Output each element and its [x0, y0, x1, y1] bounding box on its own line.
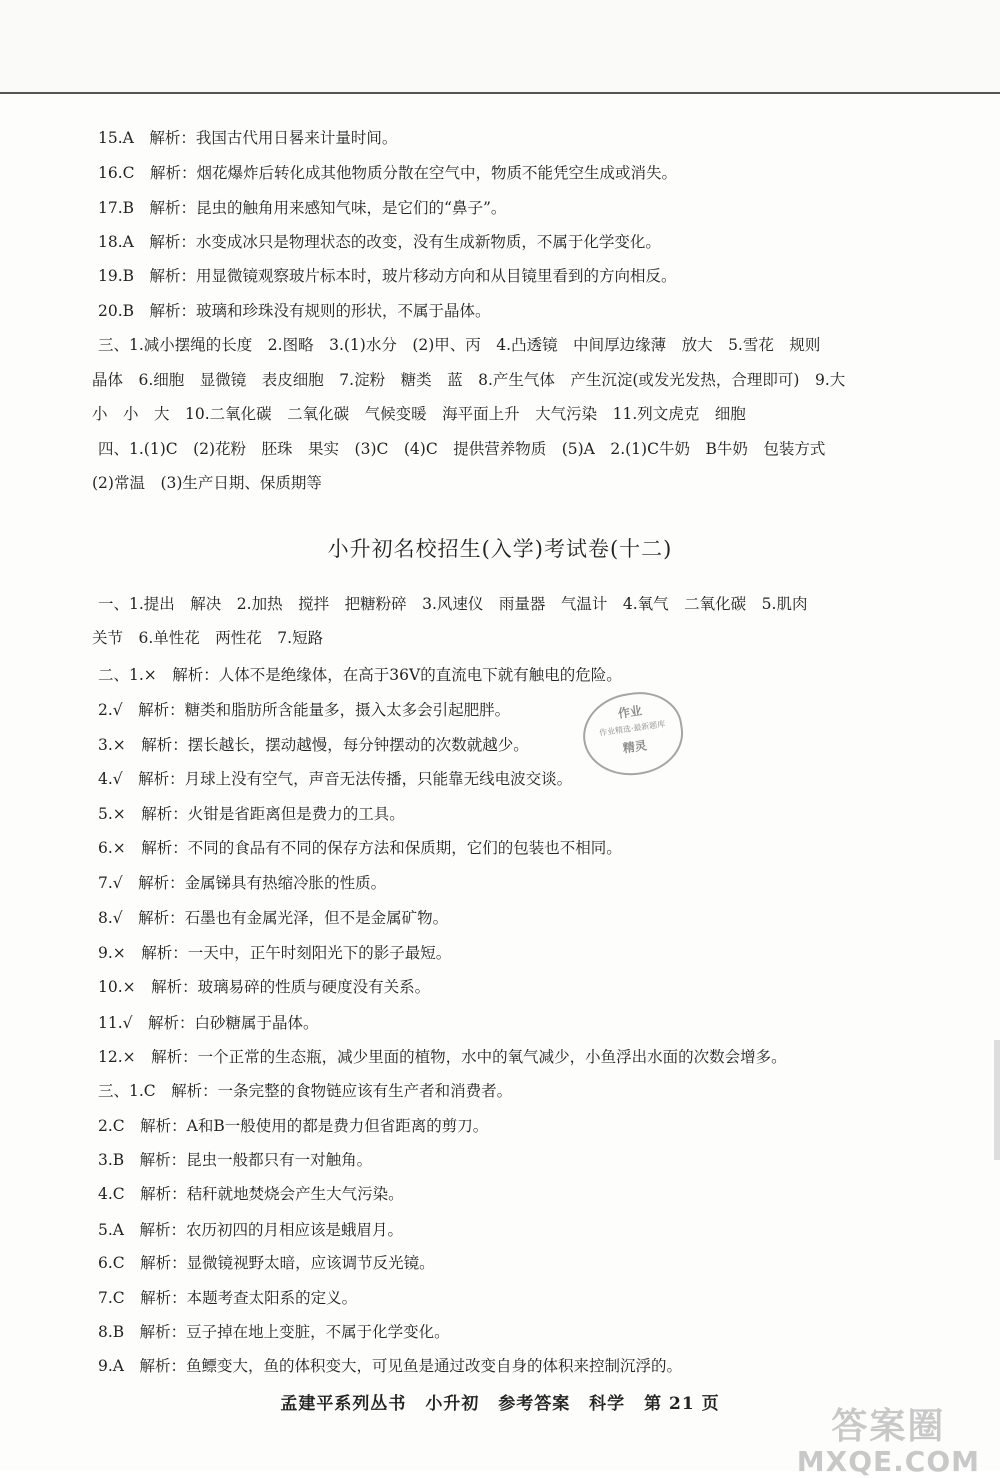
answer-line: 15.A 解析：我国古代用日晷来计量时间。: [98, 129, 398, 147]
footer-answers: 参考答案: [498, 1394, 571, 1414]
answer-line: 三、1.C 解析：一条完整的食物链应该有生产者和消费者。: [98, 1082, 513, 1100]
answer-line: 18.A 解析：水变成冰只是物理状态的改变，没有生成新物质，不属于化学变化。: [98, 233, 661, 251]
stamp-text-1: 作业: [617, 703, 643, 721]
answer-line: 3.× 解析：摆长越长，摆动越慢，每分钟摆动的次数就越少。: [98, 736, 529, 754]
header-band: [0, 0, 1000, 94]
answer-line: 7.C 解析：本题考查太阳系的定义。: [98, 1289, 358, 1307]
answer-line: 6.× 解析：不同的食品有不同的保存方法和保质期，它们的包装也不相同。: [98, 839, 622, 857]
answer-line: 6.C 解析：显微镜视野太暗，应该调节反光镜。: [98, 1254, 435, 1272]
watermark-url: MXQE.COM: [796, 1445, 980, 1478]
answer-line: 10.× 解析：玻璃易碎的性质与硬度没有关系。: [98, 978, 431, 996]
answer-line: 11.√ 解析：白砂糖属于晶体。: [98, 1014, 319, 1032]
answer-line: 三、1.减小摆绳的长度 2.图略 3.(1)水分 (2)甲、丙 4.凸透镜 中间厚边缘薄 放大 5.雪花 规则: [98, 336, 821, 354]
answer-line: 12.× 解析：一个正常的生态瓶，减少里面的植物，水中的氧气减少，小鱼浮出水面的次数会增多。: [98, 1048, 787, 1066]
answer-line: 8.√ 解析：石墨也有金属光泽，但不是金属矿物。: [98, 909, 449, 927]
answer-line: 小 小 大 10.二氧化碳 二氧化碳 气候变暖 海平面上升 大气污染 11.列文虎克 细胞: [92, 405, 746, 423]
answer-line: 四、1.(1)C (2)花粉 胚珠 果实 (3)C (4)C 提供营养物质 (5)A 2.(1)C牛奶 B牛奶 包装方式: [98, 440, 826, 458]
answer-line: 4.C 解析：秸秆就地焚烧会产生大气污染。: [98, 1185, 404, 1203]
footer-level: 小升初: [425, 1394, 480, 1414]
answer-line: 2.√ 解析：糖类和脂肪所含能量多，摄入太多会引起肥胖。: [98, 701, 511, 719]
answer-line: 二、1.× 解析：人体不是绝缘体，在高于36V的直流电下就有触电的危险。: [98, 666, 622, 684]
answer-line: 5.× 解析：火钳是省距离但是费力的工具。: [98, 805, 405, 823]
footer-series: 孟建平系列丛书: [280, 1394, 407, 1414]
answer-line: (2)常温 (3)生产日期、保质期等: [92, 474, 322, 492]
answer-line: 4.√ 解析：月球上没有空气，声音无法传播，只能靠无线电波交谈。: [98, 770, 573, 788]
answer-line: 3.B 解析：昆虫一般都只有一对触角。: [98, 1151, 373, 1169]
answer-line: 16.C 解析：烟花爆炸后转化成其他物质分散在空气中，物质不能凭空生成或消失。: [98, 164, 678, 182]
stamp-text-3: 精灵: [621, 738, 648, 756]
answer-line: 2.C 解析：A和B一般使用的都是费力但省距离的剪刀。: [98, 1117, 489, 1135]
homework-stamp: [578, 686, 688, 781]
stamp-text-2: 作业精选·最新题库: [598, 719, 666, 738]
answer-line: 17.B 解析：昆虫的触角用来感知气味，是它们的“鼻子”。: [98, 199, 507, 217]
footer-subject: 科学: [589, 1394, 626, 1414]
answer-line: 20.B 解析：玻璃和珍珠没有规则的形状，不属于晶体。: [98, 302, 491, 320]
answer-line: 晶体 6.细胞 显微镜 表皮细胞 7.淀粉 糖类 蓝 8.产生气体 产生沉淀(或发光发热，合理即可) 9.大: [92, 371, 846, 389]
watermark-text: 答案圈: [831, 1406, 946, 1447]
answer-line: 一、1.提出 解决 2.加热 搅拌 把糖粉碎 3.风速仪 雨量器 气温计 4.氧气 二氧化碳 5.肌肉: [98, 595, 808, 613]
answer-line: 9.× 解析：一天中，正午时刻阳光下的影子最短。: [98, 944, 452, 962]
answer-line: 8.B 解析：豆子掉在地上变脏，不属于化学变化。: [98, 1323, 450, 1341]
watermark-logo: [797, 1398, 980, 1478]
answer-line: 7.√ 解析：金属锑具有热缩冷胀的性质。: [98, 874, 387, 892]
answer-line: 9.A 解析：鱼鳔变大，鱼的体积变大，可见鱼是通过改变自身的体积来控制沉浮的。: [98, 1357, 682, 1375]
footer-page-number: 第 21 页: [644, 1394, 720, 1414]
answer-line: 19.B 解析：用显微镜观察玻片标本时，玻片移动方向和从目镜里看到的方向相反。: [98, 267, 677, 285]
answer-line: 5.A 解析：农历初四的月相应该是蛾眉月。: [98, 1221, 403, 1239]
section-title: 小升初名校招生(入学)考试卷(十二): [327, 537, 673, 561]
answer-line: 关节 6.单性花 两性花 7.短路: [92, 629, 324, 647]
scan-edge: [994, 1040, 1000, 1160]
